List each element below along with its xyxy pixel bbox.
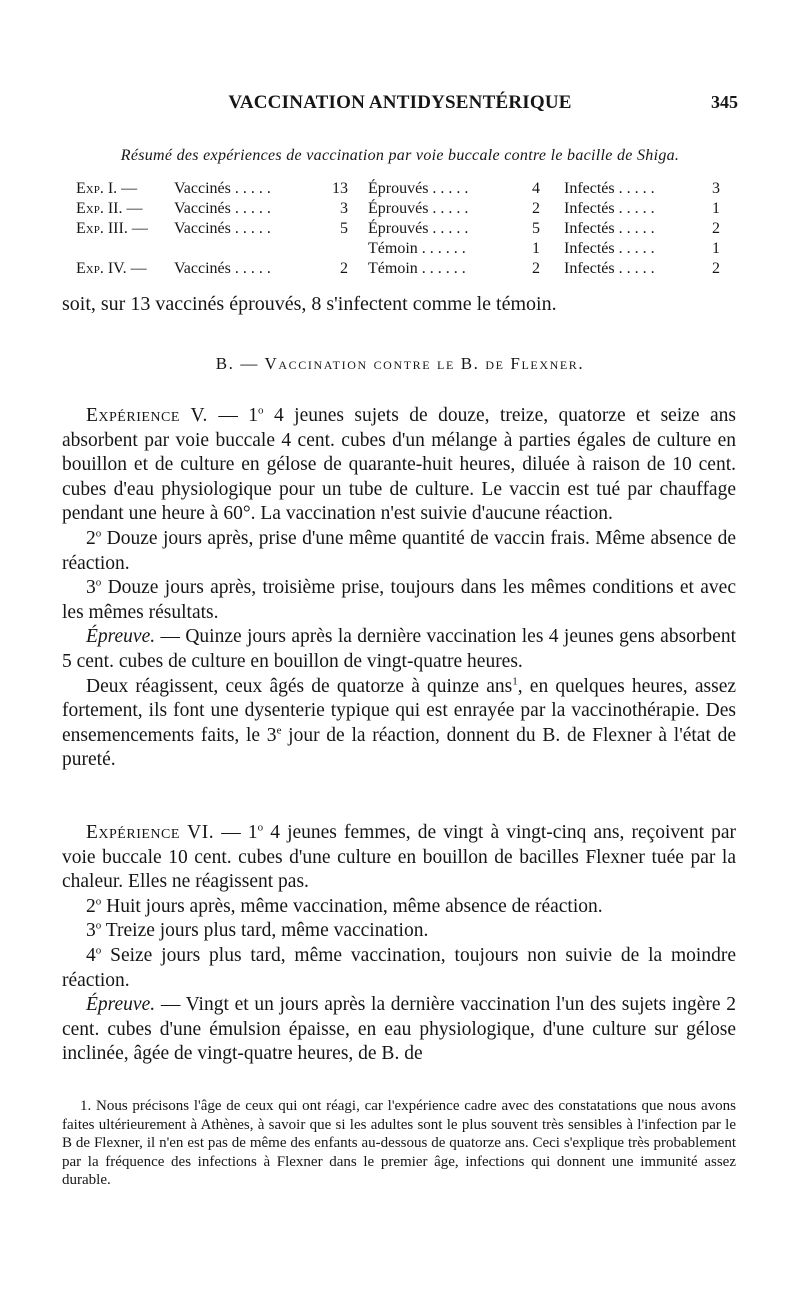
paragraph	[62, 895, 736, 920]
vaccines-label: Vaccinés . . . . .	[174, 260, 271, 277]
experience-6	[62, 821, 736, 1067]
paragraph: Expérience V. — 1$^o$ 4 jeunes sujets de douze, treize, quatorze et seize ans absorbent par voie buccale 4 cent. cubes d'un mélange à parties égales de culture en bouillon et de culture en gélose de quarante-huit heures, diluée à raison de 10 cent. cubes d'eau physiologique pour un tube de culture. Le vaccin est tué par chauffage pendant une heure à 60°. La vaccination n'est suivie d'aucune réaction.	[62, 404, 736, 525]
table-row	[76, 219, 726, 239]
epreuve-label: Épreuve.	[86, 994, 156, 1016]
ordinal-sup: o	[95, 944, 102, 957]
temoin-count: 2	[532, 260, 540, 277]
table-row	[76, 179, 726, 199]
ordinal-sup: o	[95, 527, 102, 540]
vaccines-count: 13	[332, 180, 348, 197]
paragraph-text: Douze jours après, prise d'une même quantité de vaccin frais. Même absence de réaction.	[62, 527, 736, 574]
ordinal-sup: o	[95, 895, 102, 908]
paragraph: Expérience VI. — 1$^o$ 4 jeunes femmes, de vingt à vingt-cinq ans, reçoivent par voie buccale 10 cent. cubes d'une culture en bouillon de bacilles Flexner tuée par la chaleur. Elles ne réagissent pas.	[62, 821, 737, 893]
experience-heading: Expérience V.	[86, 405, 208, 426]
paragraph	[62, 919, 736, 944]
eprouves-label: Éprouvés . . . . .	[368, 180, 469, 197]
infectes-count: 2	[712, 260, 720, 277]
paragraph-text: 4 jeunes sujets de douze, treize, quatorze et seize ans absorbent par voie buccale 4 cent. cubes d'un mélange à parties égales de culture en bouillon et de culture en gélose de quarante-huit heures, diluée à raison de 10 cent. cubes d'eau physiologique pour un tube de culture. Le vaccin est tué par chauffage pendant une heure à 60°. La vaccination n'est suivie d'aucune réaction.	[62, 405, 736, 525]
page-header	[62, 92, 738, 118]
table-row	[76, 199, 726, 219]
paragraph-text: — Quinze jours après la dernière vaccination les 4 jeunes gens absorbent 5 cent. cubes de culture en bouillon de vingt-quatre heures.	[62, 626, 736, 672]
row-label: Exp. I. —	[76, 180, 138, 197]
temoin-label: Témoin . . . . . .	[368, 240, 466, 257]
eprouves-label: Éprouvés . . . . .	[368, 200, 469, 217]
vaccines-count: 2	[340, 260, 348, 277]
paragraph-text: Seize jours plus tard, même vaccination, toujours non suivie de la moindre réaction.	[62, 944, 736, 991]
infectes-count: 1	[712, 200, 720, 217]
experiments-table	[76, 179, 726, 279]
paragraph	[62, 993, 736, 1067]
vaccines-label: Vaccinés . . . . .	[174, 200, 271, 217]
infectes-count: 2	[712, 220, 720, 237]
vaccines-count: 5	[340, 220, 348, 237]
row-label: Exp. IV. —	[76, 260, 147, 277]
ordinal-sup: o	[258, 404, 264, 417]
footnote-number: 1.	[80, 1098, 92, 1114]
paragraph-text: jour de la réaction, donnent du B. de Flexner à l'état de pureté.	[62, 724, 736, 771]
step-number: 1	[248, 405, 259, 426]
step-number: 3	[86, 577, 96, 599]
paragraph-text: , en quelques heures, assez fortement, ils font une dysenterie typique qui est enrayée par la vaccinothérapie. Des ensemencements faits, le 3	[62, 675, 737, 746]
summary-line: soit, sur 13 vaccinés éprouvés, 8 s'infectent comme le témoin.	[62, 293, 557, 315]
infectes-count: 3	[712, 180, 720, 197]
infectes-label: Infectés . . . . .	[564, 260, 655, 277]
epreuve-label: Épreuve.	[86, 626, 156, 648]
footnote-text: Nous précisons l'âge de ceux qui ont réagi, car l'expérience cadre avec des constatations que nous avons faites ultérieurement à Athènes, à savoir que si les adultes sont le plus souvent très sensibles à l'infection par le B de Flexner, il n'en est pas de même des enfants au-dessous de quatorze ans. Ceci s'explique très probablement par la fréquence des infections à Flexner dans le premier âge, infections qui donnent une immunité assez durable.	[62, 1098, 736, 1188]
paragraph-text: Huit jours après, même vaccination, même absence de réaction.	[101, 895, 603, 917]
paragraph	[62, 576, 736, 625]
infectes-label: Infectés . . . . .	[564, 200, 655, 217]
paragraph-text: — Vingt et un jours après la dernière vaccination l'un des sujets ingère 2 cent. cubes d'une émulsion épaisse, en eau physiologique, d'une culture sur gélose inclinée, âgée de vingt-quatre heures, de B. de	[62, 994, 736, 1065]
footnote-ref: 1	[512, 675, 518, 688]
step-number: 2	[86, 527, 96, 549]
eprouves-count: 4	[532, 180, 540, 197]
infectes-count: 1	[712, 240, 720, 257]
eprouves-count: 5	[532, 220, 540, 237]
paragraph-text: Deux réagissent, ceux âgés de quatorze à quinze ans	[86, 675, 513, 697]
paragraph	[62, 675, 736, 773]
infectes-label: Infectés . . . . .	[564, 220, 655, 237]
experience-heading: Expérience VI.	[86, 822, 215, 843]
temoin-count: 1	[532, 240, 540, 257]
paragraph	[62, 527, 736, 576]
running-title: VACCINATION ANTIDYSENTÉRIQUE	[228, 92, 572, 113]
row-label: Exp. III. —	[76, 220, 148, 237]
table-row	[76, 239, 726, 259]
section-title: B. — Vaccination contre le B. de Flexner.	[215, 354, 585, 373]
step-number: 1	[247, 822, 258, 843]
table-title: Résumé des expériences de vaccination par voie buccale contre le bacille de Shiga.	[120, 147, 680, 164]
ordinal-sup: o	[95, 919, 102, 932]
ordinal-sup: e	[276, 724, 282, 737]
paragraph-text: 4 jeunes femmes, de vingt à vingt-cinq ans, reçoivent par voie buccale 10 cent. cubes d'une culture en bouillon de bacilles Flexner tuée par la chaleur. Elles ne réagissent pas.	[62, 822, 737, 893]
eprouves-label: Éprouvés . . . . .	[368, 220, 469, 237]
table-row	[76, 259, 726, 279]
paragraph-text: Treize jours plus tard, même vaccination.	[101, 920, 429, 942]
paragraph-text: Douze jours après, troisième prise, toujours dans les mêmes conditions et avec les mêmes résultats.	[62, 577, 736, 623]
experience-5	[62, 404, 736, 773]
infectes-label: Infectés . . . . .	[564, 180, 655, 197]
step-number: 4	[86, 944, 96, 966]
row-label: Exp. II. —	[76, 200, 143, 217]
infectes-label: Infectés . . . . .	[564, 240, 655, 257]
step-number: 3	[86, 920, 96, 942]
page-number: 345	[711, 92, 738, 112]
vaccines-label: Vaccinés . . . . .	[174, 180, 271, 197]
paragraph	[62, 944, 736, 993]
footnote	[62, 1097, 736, 1190]
vaccines-count: 3	[340, 200, 348, 217]
ordinal-sup: o	[95, 576, 102, 589]
vaccines-label: Vaccinés . . . . .	[174, 220, 271, 237]
step-number: 2	[86, 895, 96, 917]
ordinal-sup: o	[257, 821, 264, 834]
temoin-label: Témoin . . . . . .	[368, 260, 466, 277]
paragraph	[62, 625, 736, 674]
eprouves-count: 2	[532, 200, 540, 217]
footnote-paragraph	[62, 1097, 736, 1190]
